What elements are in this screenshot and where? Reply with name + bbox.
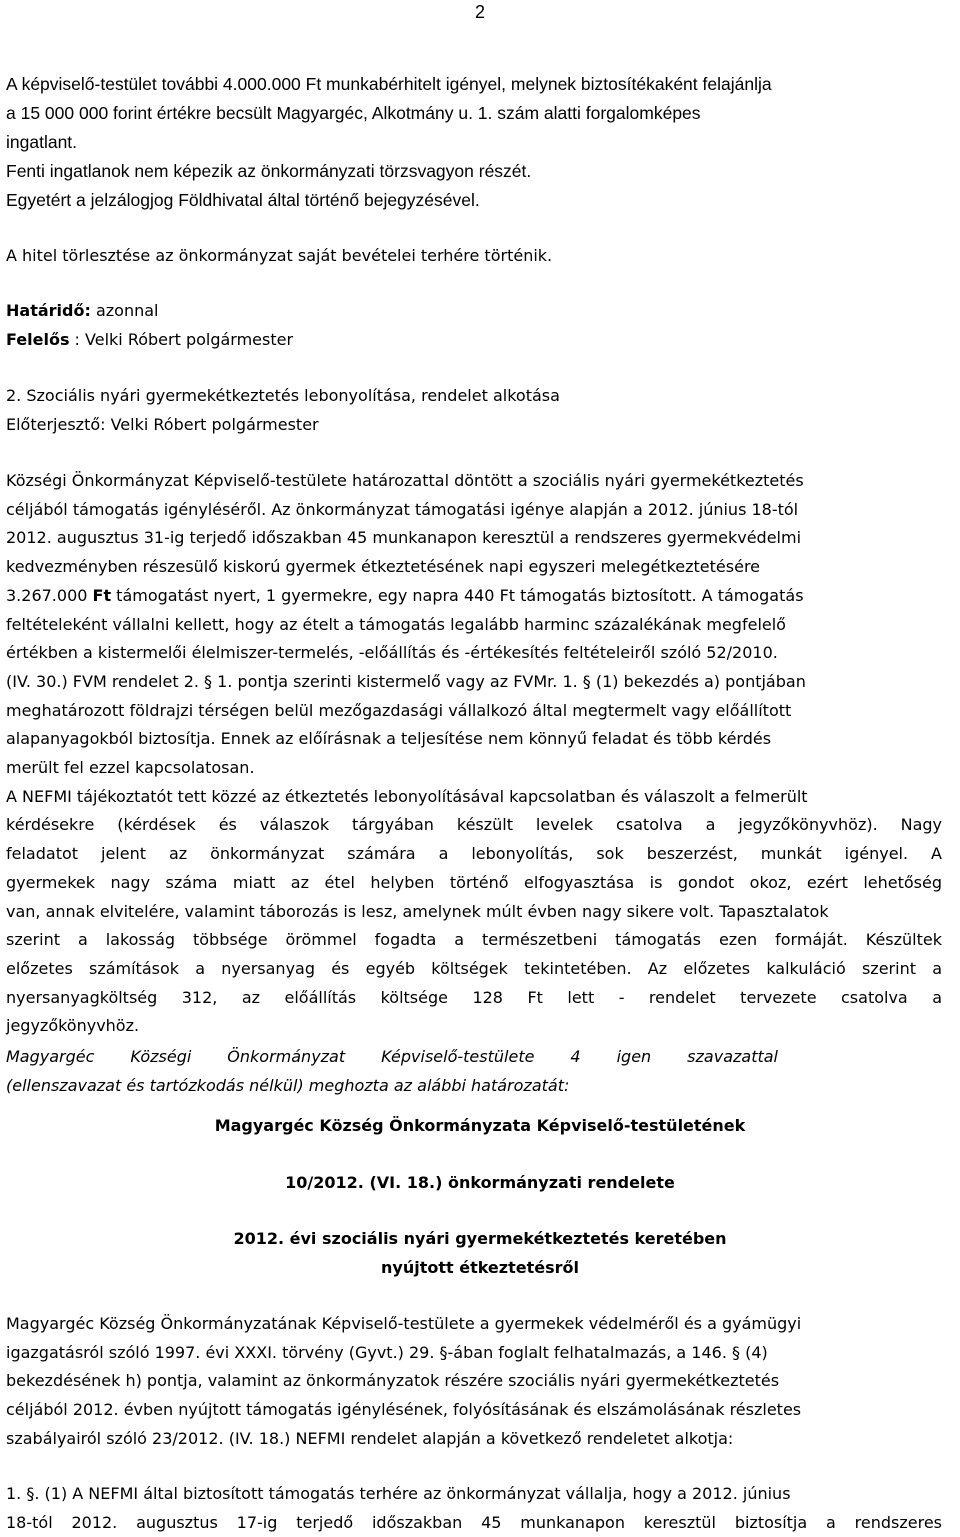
agenda-item-presenter: Előterjesztő: Velki Róbert polgármester	[6, 414, 319, 434]
responsible-label: Felelős	[6, 329, 70, 349]
deadline-value: azonnal	[90, 301, 159, 320]
text-line: értékben a kistermelői élelmiszer-termelés, -előállítás és -értékesítés feltételeiről szóló 52/2010.	[6, 643, 778, 663]
text-line: merült fel ezzel kapcsolatosan.	[6, 758, 255, 778]
text-line: gyermekek nagy száma miatt az étel helyben történő elfogyasztása is gondot okoz, ezért lehetőség	[6, 872, 942, 892]
responsible-line	[6, 326, 942, 355]
text-line: Fenti ingatlanok nem képezik az önkormányzati törzsvagyon részét.	[6, 161, 532, 181]
text-line: a 15 000 000 forint értékre becsült Magyargéc, Alkotmány u. 1. szám alatti forgalomképes	[6, 103, 701, 123]
text-line: Községi Önkormányzat Képviselő-testülete határozattal döntött a szociális nyári gyermekétkeztetés	[6, 471, 804, 490]
responsible-value: : Velki Róbert polgármester	[69, 329, 294, 349]
text-line: meghatározott földrajzi térségen belül mezőgazdasági vállalkozó által megtermelt vagy előállított	[6, 700, 792, 720]
text-line: A hitel törlesztése az önkormányzat saját bevételei terhére történik.	[6, 246, 553, 265]
text-line: céljából támogatás igényléséről. Az önkormányzat támogatási igénye alapján a 2012. június 18-tól	[6, 499, 799, 519]
text-line: előzetes számítások a nyersanyag és egyéb költségek tekintetében. Az előzetes kalkuláció szerint a	[6, 958, 942, 978]
text-line: bekezdésének h) pontja, valamint az önkormányzatok részére szociális nyári gyermekétkeztetés	[6, 1371, 780, 1391]
text-line: (IV. 30.) FVM rendelet 2. § 1. pontja szerinti kistermelő vagy az FVMr. 1. § (1) bekezdés a) pontjában	[6, 671, 806, 691]
decree-heading-subject: 2012. évi szociális nyári gyermekétkeztetés keretében	[233, 1229, 727, 1248]
text-line: kedvezményben részesülő kiskorú gyermek étkeztetésének napi egyszeri melegétkeztetésére	[6, 557, 761, 577]
text-line: van, annak elvitelére, valamint táborozás is lesz, amelynek múlt évben nagy sikere volt. Tapasztalatok	[6, 901, 829, 921]
text-line: Egyetért a jelzálogjog Földhivatal által történő bejegyzésével.	[6, 190, 480, 210]
vote-statement	[6, 1043, 778, 1100]
text-line: feladatot jelent az önkormányzat számára a lebonyolítás, sok beszerzést, munkát igényel. A	[6, 844, 942, 864]
text-line: 1. §. (1) A NEFMI által biztosított támogatás terhére az önkormányzat vállalja, hogy a 2012. június	[6, 1484, 791, 1503]
text-line: jegyzőkönyvhöz.	[6, 1016, 140, 1036]
text-line: 2012. augusztus 31-ig terjedő időszakban 45 munkanapon keresztül a rendszeres gyermekvédelmi	[6, 528, 802, 548]
text-line: ingatlant.	[6, 132, 78, 152]
text-line: szabályairól szóló 23/2012. (IV. 18.) NEFMI rendelet alapján a következő rendeletet alkotja:	[6, 1428, 734, 1448]
page-number: 2	[474, 2, 485, 22]
text-line: 18-tól 2012. augusztus 17-ig terjedő időszakban 45 munkanapon keresztül biztosítja a rendszeres	[6, 1512, 942, 1532]
decree-heading-subject-cont: nyújtott étkeztetésről	[381, 1258, 579, 1277]
deadline-block	[6, 297, 942, 354]
currency-label: Ft	[92, 585, 112, 605]
agenda-item-2	[6, 382, 942, 439]
agenda-item-title: 2. Szociális nyári gyermekétkeztetés lebonyolítása, rendelet alkotása	[6, 386, 560, 405]
text-line: alapanyagokból biztosítja. Ennek az előírásnak a teljesítése nem könnyű feladat és több kérdés	[6, 729, 772, 749]
deadline-label: Határidő:	[6, 301, 91, 320]
text-fragment: támogatást nyert, 1 gyermekre, egy napra 440 Ft támogatás biztosított. A támogatás	[111, 585, 804, 605]
text-line: nyersanyagköltség 312, az előállítás költsége 128 Ft lett - rendelet tervezete csatolva a	[6, 987, 942, 1007]
text-line: kérdésekre (kérdések és válaszok tárgyában készült levelek csatolva a jegyzőkönyvhöz). Nagy	[6, 815, 942, 835]
text-line: Magyargéc Községi Önkormányzat Képviselő-testülete 4 igen szavazattal	[6, 1047, 778, 1066]
text-line	[6, 582, 942, 611]
text-line: céljából 2012. évben nyújtott támogatás igénylésének, folyósításának és elszámolásának részletes	[6, 1400, 802, 1420]
text-line: feltételeként vállalni kellett, hogy az ételt a támogatás legalább harminc százalékának megfelelő	[6, 614, 786, 634]
text-line: A képviselő-testület további 4.000.000 Ft munkabérhitelt igényel, melynek biztosítékaként felajánlja	[6, 74, 772, 94]
section-1-paragraph	[6, 1480, 942, 1537]
decree-heading-number: 10/2012. (VI. 18.) önkormányzati rendelete	[285, 1173, 675, 1192]
repayment-text	[6, 242, 942, 271]
text-line: szerint a lakosság többsége örömmel fogadta a természetbeni támogatás ezen formáját. Készültek	[6, 930, 942, 950]
deadline-line	[6, 297, 942, 326]
preamble-paragraph	[6, 1310, 942, 1454]
decree-heading-issuer: Magyargéc Község Önkormányzata Képviselő-testületének	[214, 1116, 746, 1135]
text-line: Magyargéc Község Önkormányzatának Képviselő-testülete a gyermekek védelméről és a gyámügyi	[6, 1314, 802, 1333]
body-paragraph	[6, 467, 942, 1041]
intro-paragraph	[6, 70, 942, 215]
text-line: (ellenszavazat és tartózkodás nélkül) meghozta az alábbi határozatát:	[6, 1075, 570, 1095]
text-line: igazgatásról szóló 1997. évi XXXI. törvény (Gyvt.) 29. §-ában foglalt felhatalmazás, a 146. § (4)	[6, 1342, 768, 1362]
text-line: A NEFMI tájékoztatót tett közzé az étkeztetés lebonyolításával kapcsolatban és válaszolt a felmerült	[6, 786, 808, 806]
amount-value: 3.267.000	[6, 585, 93, 605]
